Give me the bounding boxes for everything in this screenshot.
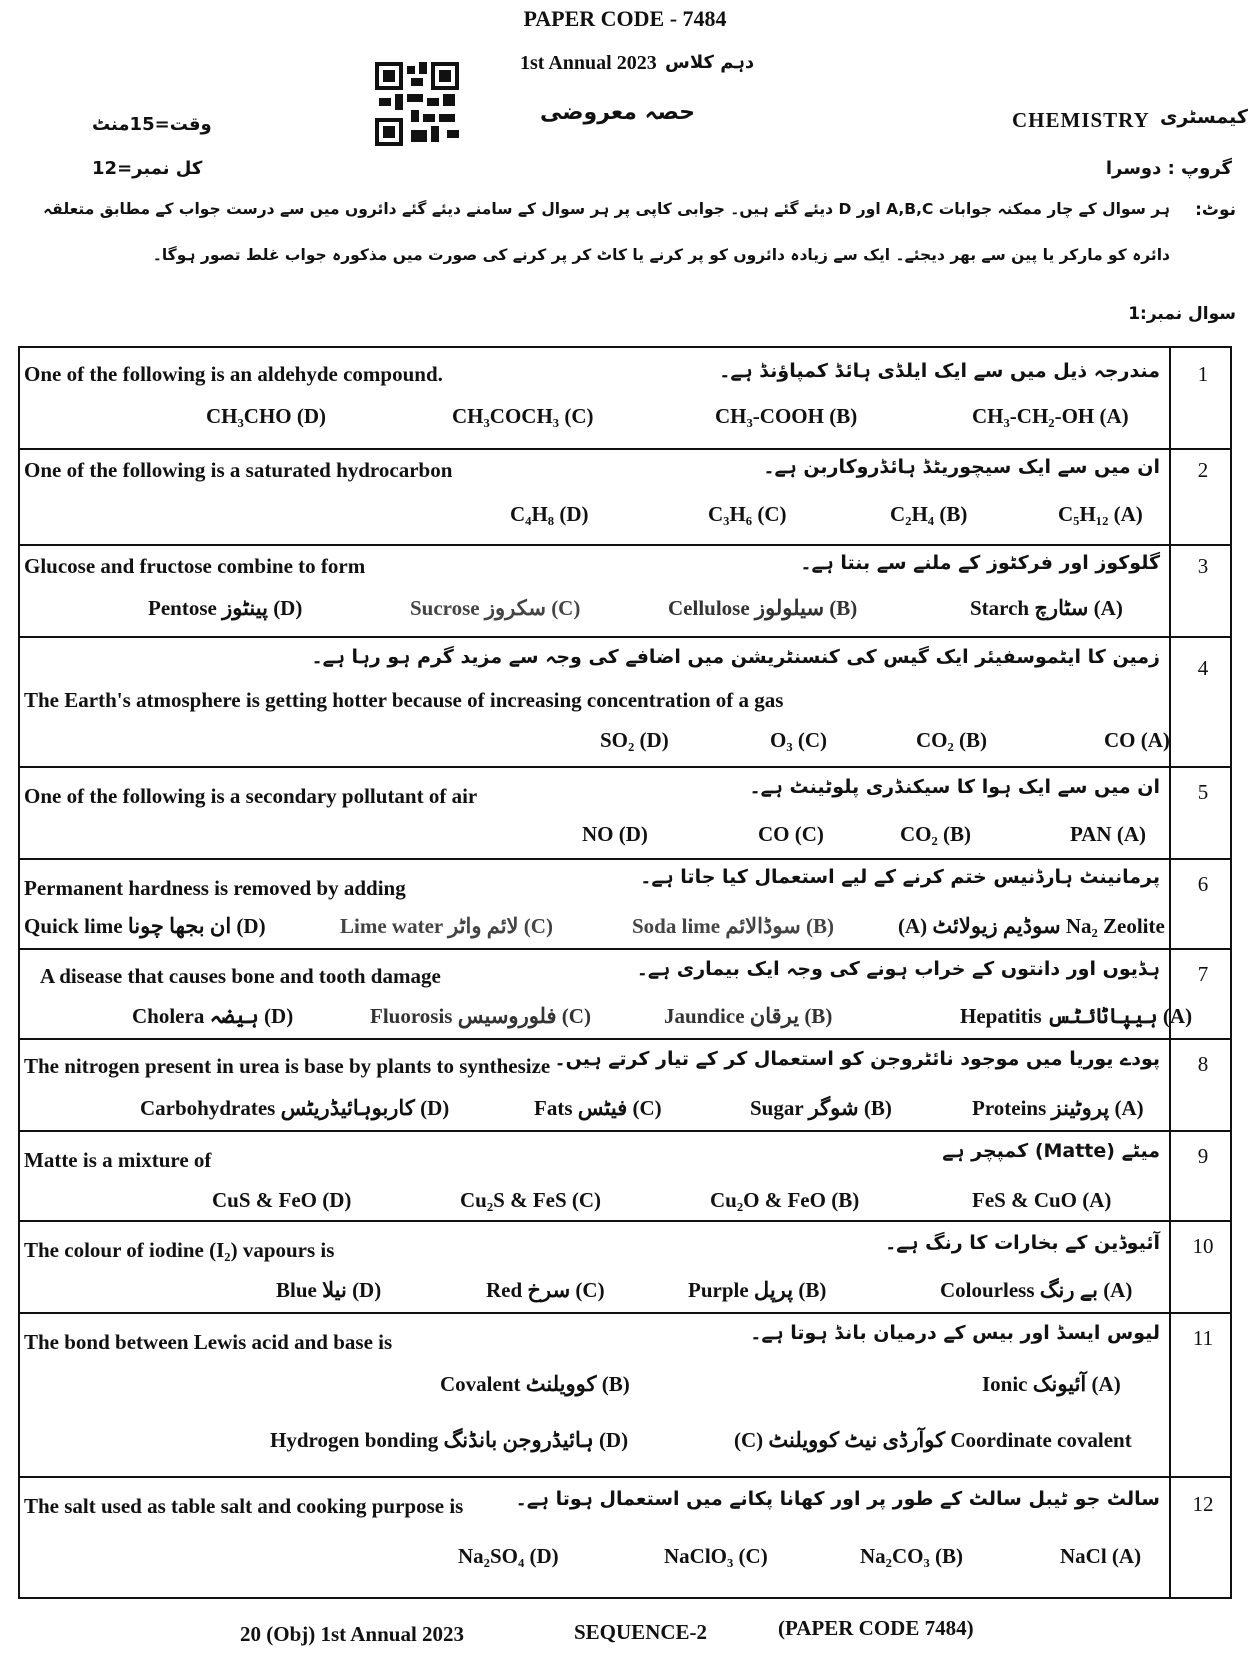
question-text-ur: پودے یوریا میں موجود نائٹروجن کو استعمال کر کے تیار کرتے ہیں۔ — [554, 1048, 1160, 1070]
row-divider — [20, 948, 1230, 950]
row-divider — [20, 858, 1230, 860]
option-d: CuS & FeO (D) — [212, 1188, 352, 1212]
option-a: Ionic آئیونک (A) — [982, 1372, 1121, 1396]
question-text-en: One of the following is a saturated hydrocarbon — [24, 458, 453, 482]
question-number: 1 — [1197, 362, 1209, 386]
question-text-ur: پرمانینٹ ہارڈنیس ختم کرنے کے لیے استعمال کیا جاتا ہے۔ — [640, 866, 1160, 888]
row-divider — [20, 1220, 1230, 1222]
option-a: Proteins پروٹینز (A) — [972, 1096, 1144, 1120]
option-c: Fluorosis فلوروسیس (C) — [370, 1004, 591, 1028]
question-text-ur: مندرجہ ذیل میں سے ایک ایلڈی ہائڈ کمپاؤنڈ ہے۔ — [719, 360, 1160, 382]
paper-code: PAPER CODE - 7484 — [523, 6, 727, 31]
option-b: Soda lime سوڈالائم (B) — [632, 914, 835, 938]
total-marks-label: کل نمبر=12 — [92, 158, 203, 179]
option-d: NO (D) — [582, 822, 648, 846]
option-c: O₃ (C) — [770, 728, 828, 752]
option-a: C₅H₁₂ (A) — [1058, 502, 1143, 526]
question-number: 6 — [1197, 872, 1209, 896]
note-line-1: ہر سوال کے چار ممکنہ جوابات A,B,C اور D دیئے گئے ہیں۔ جوابی کاپی پر ہر سوال کے سامنے دیئے گئے دائروں میں سے درست جواب کے مطابق متعلقہ — [43, 200, 1170, 218]
row-divider — [20, 766, 1230, 768]
question-number: 3 — [1197, 554, 1209, 578]
note-line-2: دائرہ کو مارکر یا پین سے بھر دیجئے۔ ایک سے زیادہ دائروں کو پر کرنے یا کاٹ کر پر کرنے کی صورت میں مذکورہ جواب غلط تصور ہوگا۔ — [152, 246, 1170, 264]
option-d: Na₂SO₄ (D) — [458, 1544, 559, 1568]
question-text-ur: گلوکوز اور فرکٹوز کے ملنے سے بنتا ہے۔ — [800, 552, 1160, 574]
question-text-en: The Earth's atmosphere is getting hotter because of increasing concentration of a gas — [24, 688, 784, 712]
session-label: 1st Annual 2023 — [520, 52, 657, 74]
option-c: Cu₂S & FeS (C) — [460, 1188, 602, 1212]
option-b: Purple پرپل (B) — [688, 1278, 827, 1302]
footer-sequence: SEQUENCE-2 — [574, 1620, 708, 1644]
option-c: Fats فیٹس (C) — [534, 1096, 662, 1120]
question-text-en: The colour of iodine (I₂) vapours is — [24, 1238, 335, 1262]
option-d: Quick lime ان بجھا چونا (D) — [24, 914, 266, 938]
row-divider — [20, 1130, 1230, 1132]
option-a: NaCl (A) — [1060, 1544, 1142, 1568]
qr-code-icon — [373, 62, 461, 146]
option-a: CH₃-CH₂-OH (A) — [972, 404, 1129, 428]
option-d: Carbohydrates کاربوہائیڈریٹس (D) — [140, 1096, 450, 1120]
option-c: Lime water لائم واٹر (C) — [340, 914, 553, 938]
question-text-en: One of the following is an aldehyde compound. — [24, 362, 443, 386]
question-text-en: The nitrogen present in urea is base by plants to synthesize — [24, 1054, 551, 1078]
option-a: (A) سوڈیم زیولائٹ Na₂ Zeolite — [898, 914, 1165, 938]
option-c: (C) کوآرڈی نیٹ کوویلنٹ Coordinate covalent — [734, 1428, 1132, 1452]
question-text-ur: آئیوڈین کے بخارات کا رنگ ہے۔ — [885, 1232, 1160, 1254]
option-a: FeS & CuO (A) — [972, 1188, 1112, 1212]
question-text-ur: ان میں سے ایک ہوا کا سیکنڈری پلوٹینٹ ہے۔ — [749, 776, 1160, 798]
question-text-en: The salt used as table salt and cooking purpose is — [24, 1494, 464, 1518]
question-number-label: سوال نمبر:1 — [1128, 304, 1236, 324]
row-divider — [20, 1476, 1230, 1478]
row-divider — [20, 636, 1230, 638]
option-d: SO₂ (D) — [600, 728, 669, 752]
class-label: دہم کلاس — [665, 52, 755, 73]
option-c: NaClO₃ (C) — [664, 1544, 768, 1568]
question-number: 11 — [1192, 1326, 1214, 1350]
option-b: C₂H₄ (B) — [890, 502, 968, 526]
section-title: حصہ معروضی — [540, 100, 695, 125]
question-text-en: Matte is a mixture of — [24, 1148, 212, 1172]
option-b: Cellulose سیلولوز (B) — [668, 596, 858, 620]
question-text-ur: میٹے (Matte) کمپچر ہے — [942, 1140, 1160, 1162]
option-a: Starch سٹارچ (A) — [970, 596, 1123, 620]
option-a: CO (A) — [1104, 728, 1170, 752]
question-number: 12 — [1192, 1492, 1214, 1516]
question-text-ur: سالٹ جو ٹیبل سالٹ کے طور پر اور کھانا پکانے میں استعمال ہوتا ہے۔ — [515, 1488, 1160, 1510]
option-b: CO₂ (B) — [900, 822, 972, 846]
question-text-en: The bond between Lewis acid and base is — [24, 1330, 393, 1354]
question-text-ur: ان میں سے ایک سیچوریٹڈ ہائڈروکاربن ہے۔ — [763, 456, 1160, 478]
footer-session: 20 (Obj) 1st Annual 2023 — [240, 1622, 465, 1646]
option-b: Cu₂O & FeO (B) — [710, 1188, 860, 1212]
option-c: C₃H₆ (C) — [708, 502, 787, 526]
option-d: Cholera ہیضہ (D) — [132, 1004, 294, 1028]
footer-paper-code: (PAPER CODE 7484) — [778, 1616, 974, 1640]
option-b: Na₂CO₃ (B) — [860, 1544, 964, 1568]
question-number: 4 — [1197, 656, 1209, 680]
question-text-ur: ہڈیوں اور دانتوں کے خراب ہونے کی وجہ ایک بیماری ہے۔ — [636, 958, 1160, 980]
option-d: C₄H₈ (D) — [510, 502, 589, 526]
question-text-ur: زمین کا ایٹموسفیئر ایک گیس کی کنسنٹریشن میں اضافے کی وجہ سے مزید گرم ہو رہا ہے۔ — [311, 646, 1160, 668]
column-divider — [1169, 348, 1171, 1597]
subject-title-ur: کیمسٹری — [1160, 106, 1248, 128]
question-number: 8 — [1197, 1052, 1209, 1076]
option-a: Hepatitis ہیپاٹائٹس (A) — [960, 1004, 1193, 1028]
question-text-en: Glucose and fructose combine to form — [24, 554, 366, 578]
question-text-en: A disease that causes bone and tooth damage — [40, 964, 441, 988]
question-number: 10 — [1192, 1234, 1214, 1258]
question-text-ur: لیوس ایسڈ اور بیس کے درمیان بانڈ ہوتا ہے۔ — [750, 1322, 1160, 1344]
option-b: Covalent کوویلنٹ (B) — [440, 1372, 630, 1396]
option-a: PAN (A) — [1070, 822, 1147, 846]
option-c: CO (C) — [758, 822, 824, 846]
subject-title-en: CHEMISTRY — [1012, 108, 1150, 132]
option-c: Sucrose سکروز (C) — [410, 596, 581, 620]
option-d: CH₃CHO (D) — [206, 404, 327, 428]
time-label: وقت=15منٹ — [92, 114, 212, 135]
question-number: 5 — [1197, 780, 1209, 804]
option-c: CH₃COCH₃ (C) — [452, 404, 594, 428]
option-d: Blue نیلا (D) — [276, 1278, 382, 1302]
option-b: Sugar شوگر (B) — [750, 1096, 892, 1120]
option-c: Red سرخ (C) — [486, 1278, 605, 1302]
questions-table — [18, 346, 1232, 1599]
row-divider — [20, 544, 1230, 546]
option-b: CH₃-COOH (B) — [715, 404, 858, 428]
option-b: CO₂ (B) — [916, 728, 988, 752]
row-divider — [20, 448, 1230, 450]
question-number: 2 — [1197, 458, 1209, 482]
row-divider — [20, 1038, 1230, 1040]
option-d: Hydrogen bonding ہائیڈروجن بانڈنگ (D) — [270, 1428, 629, 1452]
option-d: Pentose پینٹوز (D) — [148, 596, 303, 620]
row-divider — [20, 1312, 1230, 1314]
note-label: نوٹ: — [1195, 200, 1236, 220]
question-number: 7 — [1197, 962, 1209, 986]
question-text-en: One of the following is a secondary pollutant of air — [24, 784, 478, 808]
group-label: گروپ : دوسرا — [1105, 158, 1232, 179]
question-number: 9 — [1197, 1144, 1209, 1168]
question-text-en: Permanent hardness is removed by adding — [24, 876, 406, 900]
option-b: Jaundice یرقان (B) — [664, 1004, 833, 1028]
option-a: Colourless بے رنگ (A) — [940, 1278, 1133, 1302]
